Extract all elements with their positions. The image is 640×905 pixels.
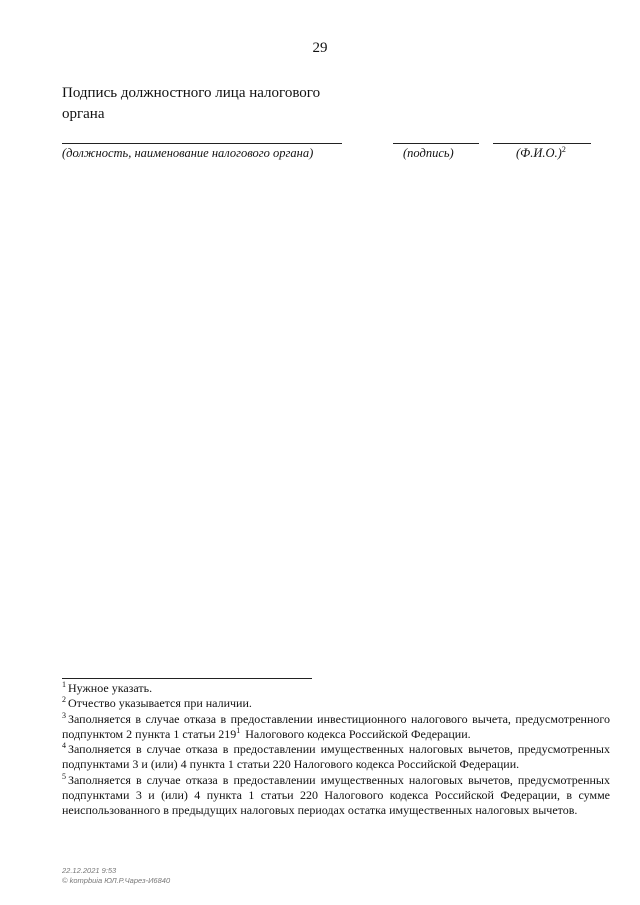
footnote-4: [62, 742, 610, 773]
footnote-text: Отчество указывается при наличии.: [68, 696, 252, 711]
footnote-text: Заполняется в случае отказа в предоставлении имущественных налоговых вычетов, предусмотренных подпунктами 3 и (или) 4 пункта 1 статьи 220 Налогового кодекса Российской Федерации.: [62, 742, 610, 772]
footnote-text: Заполняется в случае отказа в предоставлении инвестиционного налогового вычета, предусмотренного подпунктом 2 пункта 1 статьи 219: [62, 711, 610, 741]
signature-line: [393, 143, 479, 144]
footnote-separator: [62, 678, 312, 679]
name-signature-line: [493, 143, 591, 144]
footnotes: [62, 681, 610, 819]
name-caption: [516, 146, 566, 161]
footnote-text: Заполняется в случае отказа в предоставлении имущественных налоговых вычетов, предусмотренных подпунктами 3 и (или) 4 пункта 1 статьи 220 Налогового кодекса Российской Федерации, в сумме неиспользованного в предыдущих налоговых периодах остатка имущественных налоговых вычетов.: [62, 772, 610, 818]
footnote-mark: 2: [62, 695, 66, 705]
footnote-5: [62, 773, 610, 819]
footnote-mark: 5: [62, 771, 66, 781]
name-caption-text: (Ф.И.О.): [516, 146, 562, 160]
footnote-2: [62, 696, 610, 711]
footnote-mark: 1: [62, 680, 66, 689]
stamp-source: © kompbuia ЮЛ.Р.Чарез-И6840: [62, 876, 171, 885]
footnote-mark: 3: [62, 710, 66, 720]
footnote-text-continued: Налогового кодекса Российской Федерации.: [242, 726, 471, 741]
footnote-mark: 4: [62, 741, 66, 751]
stamp-date: 22.12.2021 9:53: [62, 866, 117, 875]
footnote-3: [62, 712, 610, 743]
footnote-1: [62, 681, 610, 696]
document-stamp: [62, 866, 170, 886]
position-caption: (должность, наименование налогового органа): [62, 146, 314, 160]
signature-title: Подпись должностного лица налогового органа: [62, 85, 321, 122]
position-signature-line: [62, 143, 342, 144]
signature-caption: (подпись): [403, 146, 454, 160]
footnote-text: Нужное указать.: [68, 681, 153, 695]
footnote-inner-mark: 1: [236, 725, 241, 735]
name-caption-footnote-mark: 2: [561, 144, 566, 154]
page-number: 29: [312, 40, 328, 56]
